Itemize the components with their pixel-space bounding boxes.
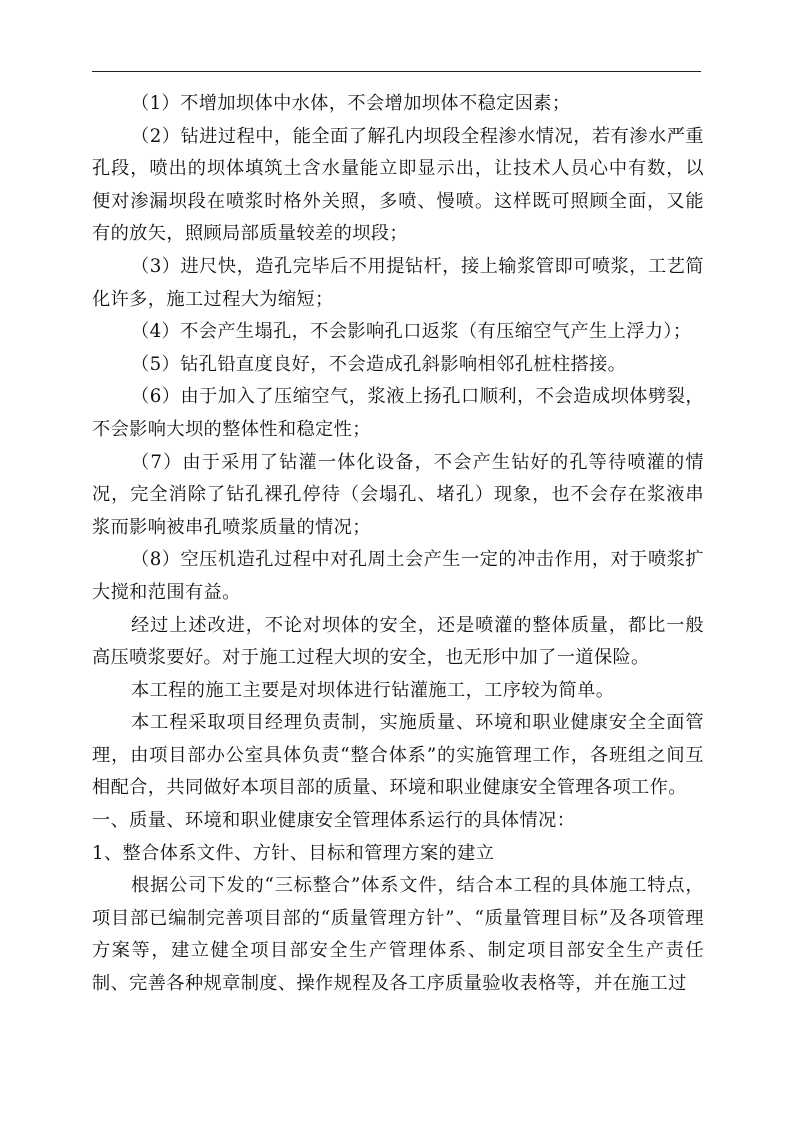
paragraph-construction: 本工程的施工主要是对坝体进行钻灌施工，工序较为简单。	[131, 679, 615, 701]
paragraph-item-3: （3）进尺快，造孔完毕后不用提钻杆，接上输浆管即可喷浆，工艺简化许多，施工过程大为缩短；	[92, 255, 704, 310]
paragraph-item-8: （8）空压机造孔过程中对孔周土会产生一定的冲击作用，对于喷浆扩大搅和范围有益。	[92, 549, 704, 603]
section-heading-1: 一、质量、环境和职业健康安全管理体系运行的具体情况：	[92, 810, 576, 832]
paragraph-management: 本工程采取项目经理负责制，实施质量、环境和职业健康安全全面管理，由项目部办公室具体负责“整合体系”的实施管理工作，各班组之间互相配合，共同做好本项目部的质量、环境和职业健康安全管理各项工作。	[92, 712, 704, 799]
paragraph-item-6: （6）由于加入了压缩空气，浆液上扬孔口顺利，不会造成坝体劈裂，不会影响大坝的整体性和稳定性；	[92, 386, 704, 440]
document-body	[92, 88, 704, 1001]
paragraph-item-4: （4）不会产生塌孔，不会影响孔口返浆（有压缩空气产生上浮力）；	[131, 321, 692, 343]
paragraph-item-2: （2）钻进过程中，能全面了解孔内坝段全程渗水情况，若有渗水严重孔段，喷出的坝体填筑土含水量能立即显示出，让技术人员心中有数，以便对渗漏坝段在喷浆时格外关照，多喷、慢喷。这样既可照顾全面，又能有的放矢，照顾局部质量较差的坝段；	[92, 125, 704, 245]
paragraph-item-1: （1）不增加坝体中水体，不会增加坝体不稳定因素；	[131, 93, 571, 114]
paragraph-item-7: （7）由于采用了钻灌一体化设备，不会产生钻好的孔等待喷灌的情况，完全消除了钻孔裸孔停待（会塌孔、堵孔）现象，也不会存在浆液串浆而影响被串孔喷浆质量的情况；	[92, 451, 704, 538]
subsection-heading-1: 1、整合体系文件、方针、目标和管理方案的建立	[92, 842, 495, 864]
header-rule	[92, 71, 701, 72]
paragraph-system-docs: 根据公司下发的“三标整合”体系文件，结合本工程的具体施工特点，项目部已编制完善项目部的“质量管理方针”、“质量管理目标”及各项管理方案等，建立健全项目部安全生产管理体系、制定项目部安全生产责任制、完善各种规章制度、操作规程及各工序质量验收表格等，并在施工过	[92, 875, 704, 995]
paragraph-summary: 经过上述改进，不论对坝体的安全，还是喷灌的整体质量，都比一般高压喷浆要好。对于施工过程大坝的安全，也无形中加了一道保险。	[92, 614, 704, 669]
paragraph-item-5: （5）钻孔铅直度良好，不会造成孔斜影响相邻孔桩柱搭接。	[131, 353, 627, 375]
